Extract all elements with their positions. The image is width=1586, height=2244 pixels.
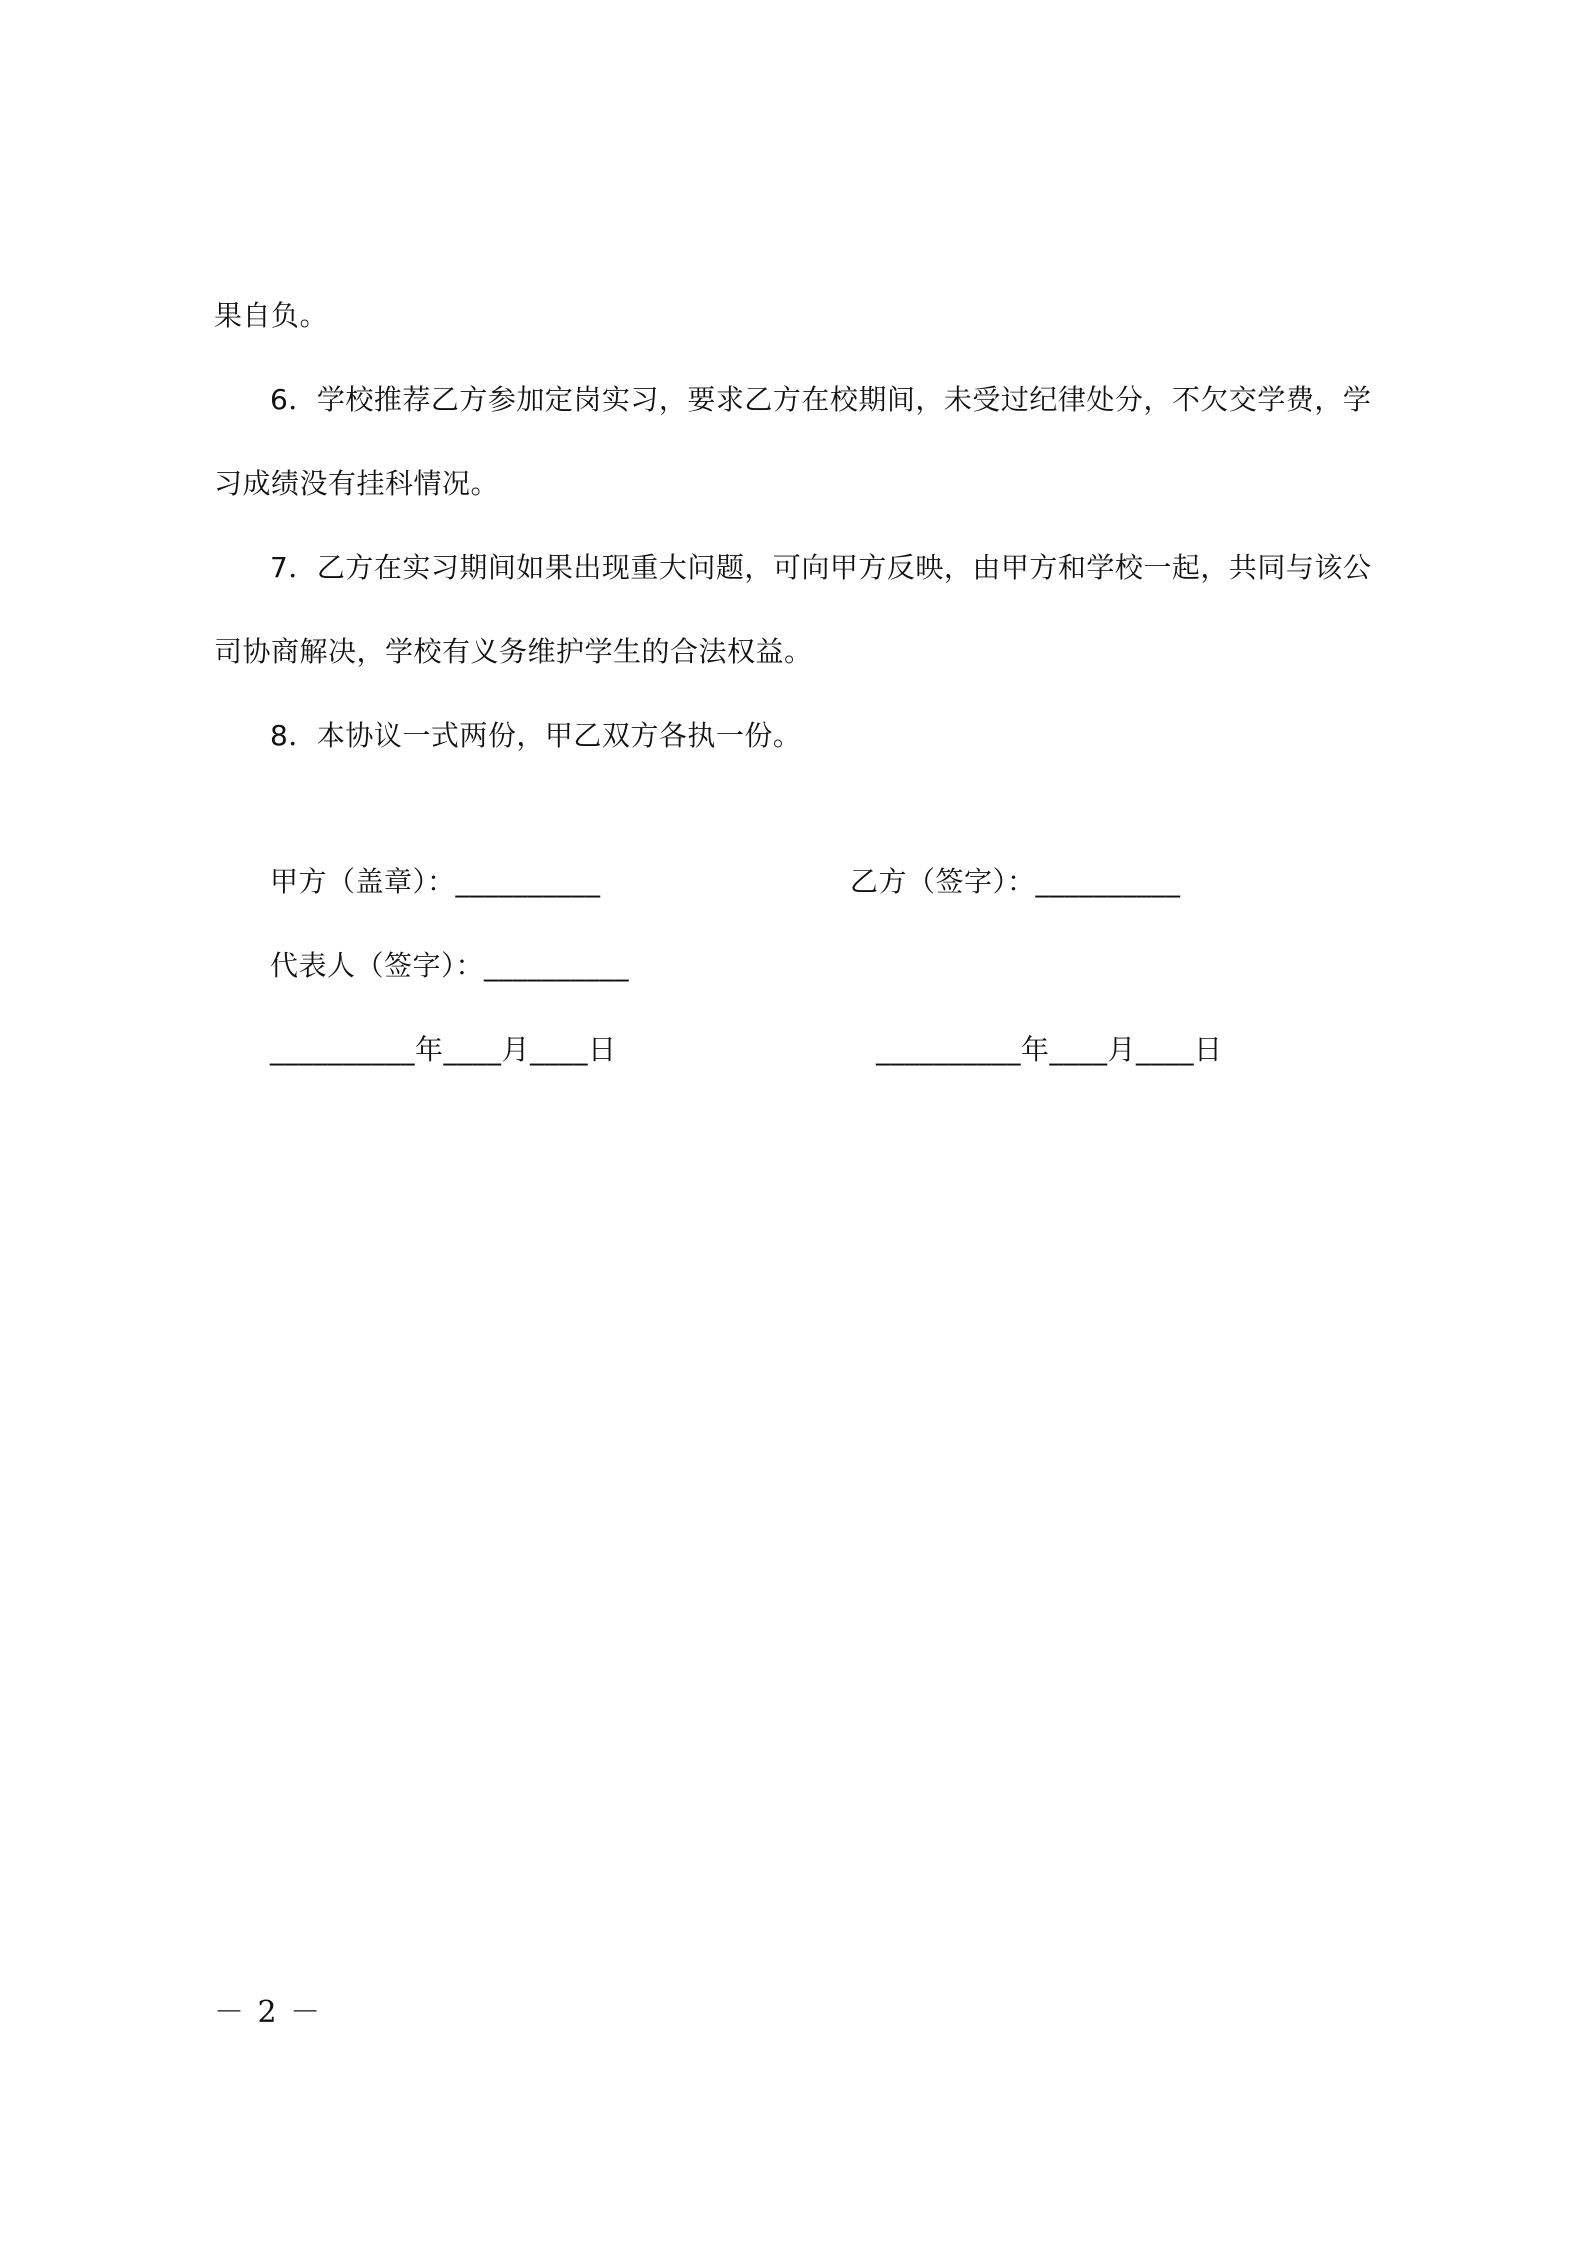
paragraph-5-continuation: 果自负。 (214, 299, 329, 332)
page-number: － 2 － (214, 1995, 323, 2030)
paragraph-6-line-2: 习成绩没有挂科情况。 (214, 467, 500, 500)
party-b-date-line: __________年____月____日 (876, 1033, 1223, 1066)
party-b-signature-line: 乙方（签字）：__________ (850, 865, 1181, 898)
representative-signature-line: 代表人（签字）：__________ (270, 949, 630, 982)
party-a-seal-line: 甲方（盖章）：__________ (270, 865, 601, 898)
paragraph-8: 8．本协议一式两份，甲乙双方各执一份。 (270, 719, 802, 752)
paragraph-6-line-1: 6．学校推荐乙方参加定岗实习，要求乙方在校期间，未受过纪律处分，不欠交学费，学 (270, 383, 1372, 416)
party-a-date-line: __________年____月____日 (270, 1033, 617, 1066)
paragraph-7-line-1: 7．乙方在实习期间如果出现重大问题，可向甲方反映，由甲方和学校一起，共同与该公 (270, 551, 1372, 584)
paragraph-7-line-2: 司协商解决，学校有义务维护学生的合法权益。 (214, 635, 813, 668)
